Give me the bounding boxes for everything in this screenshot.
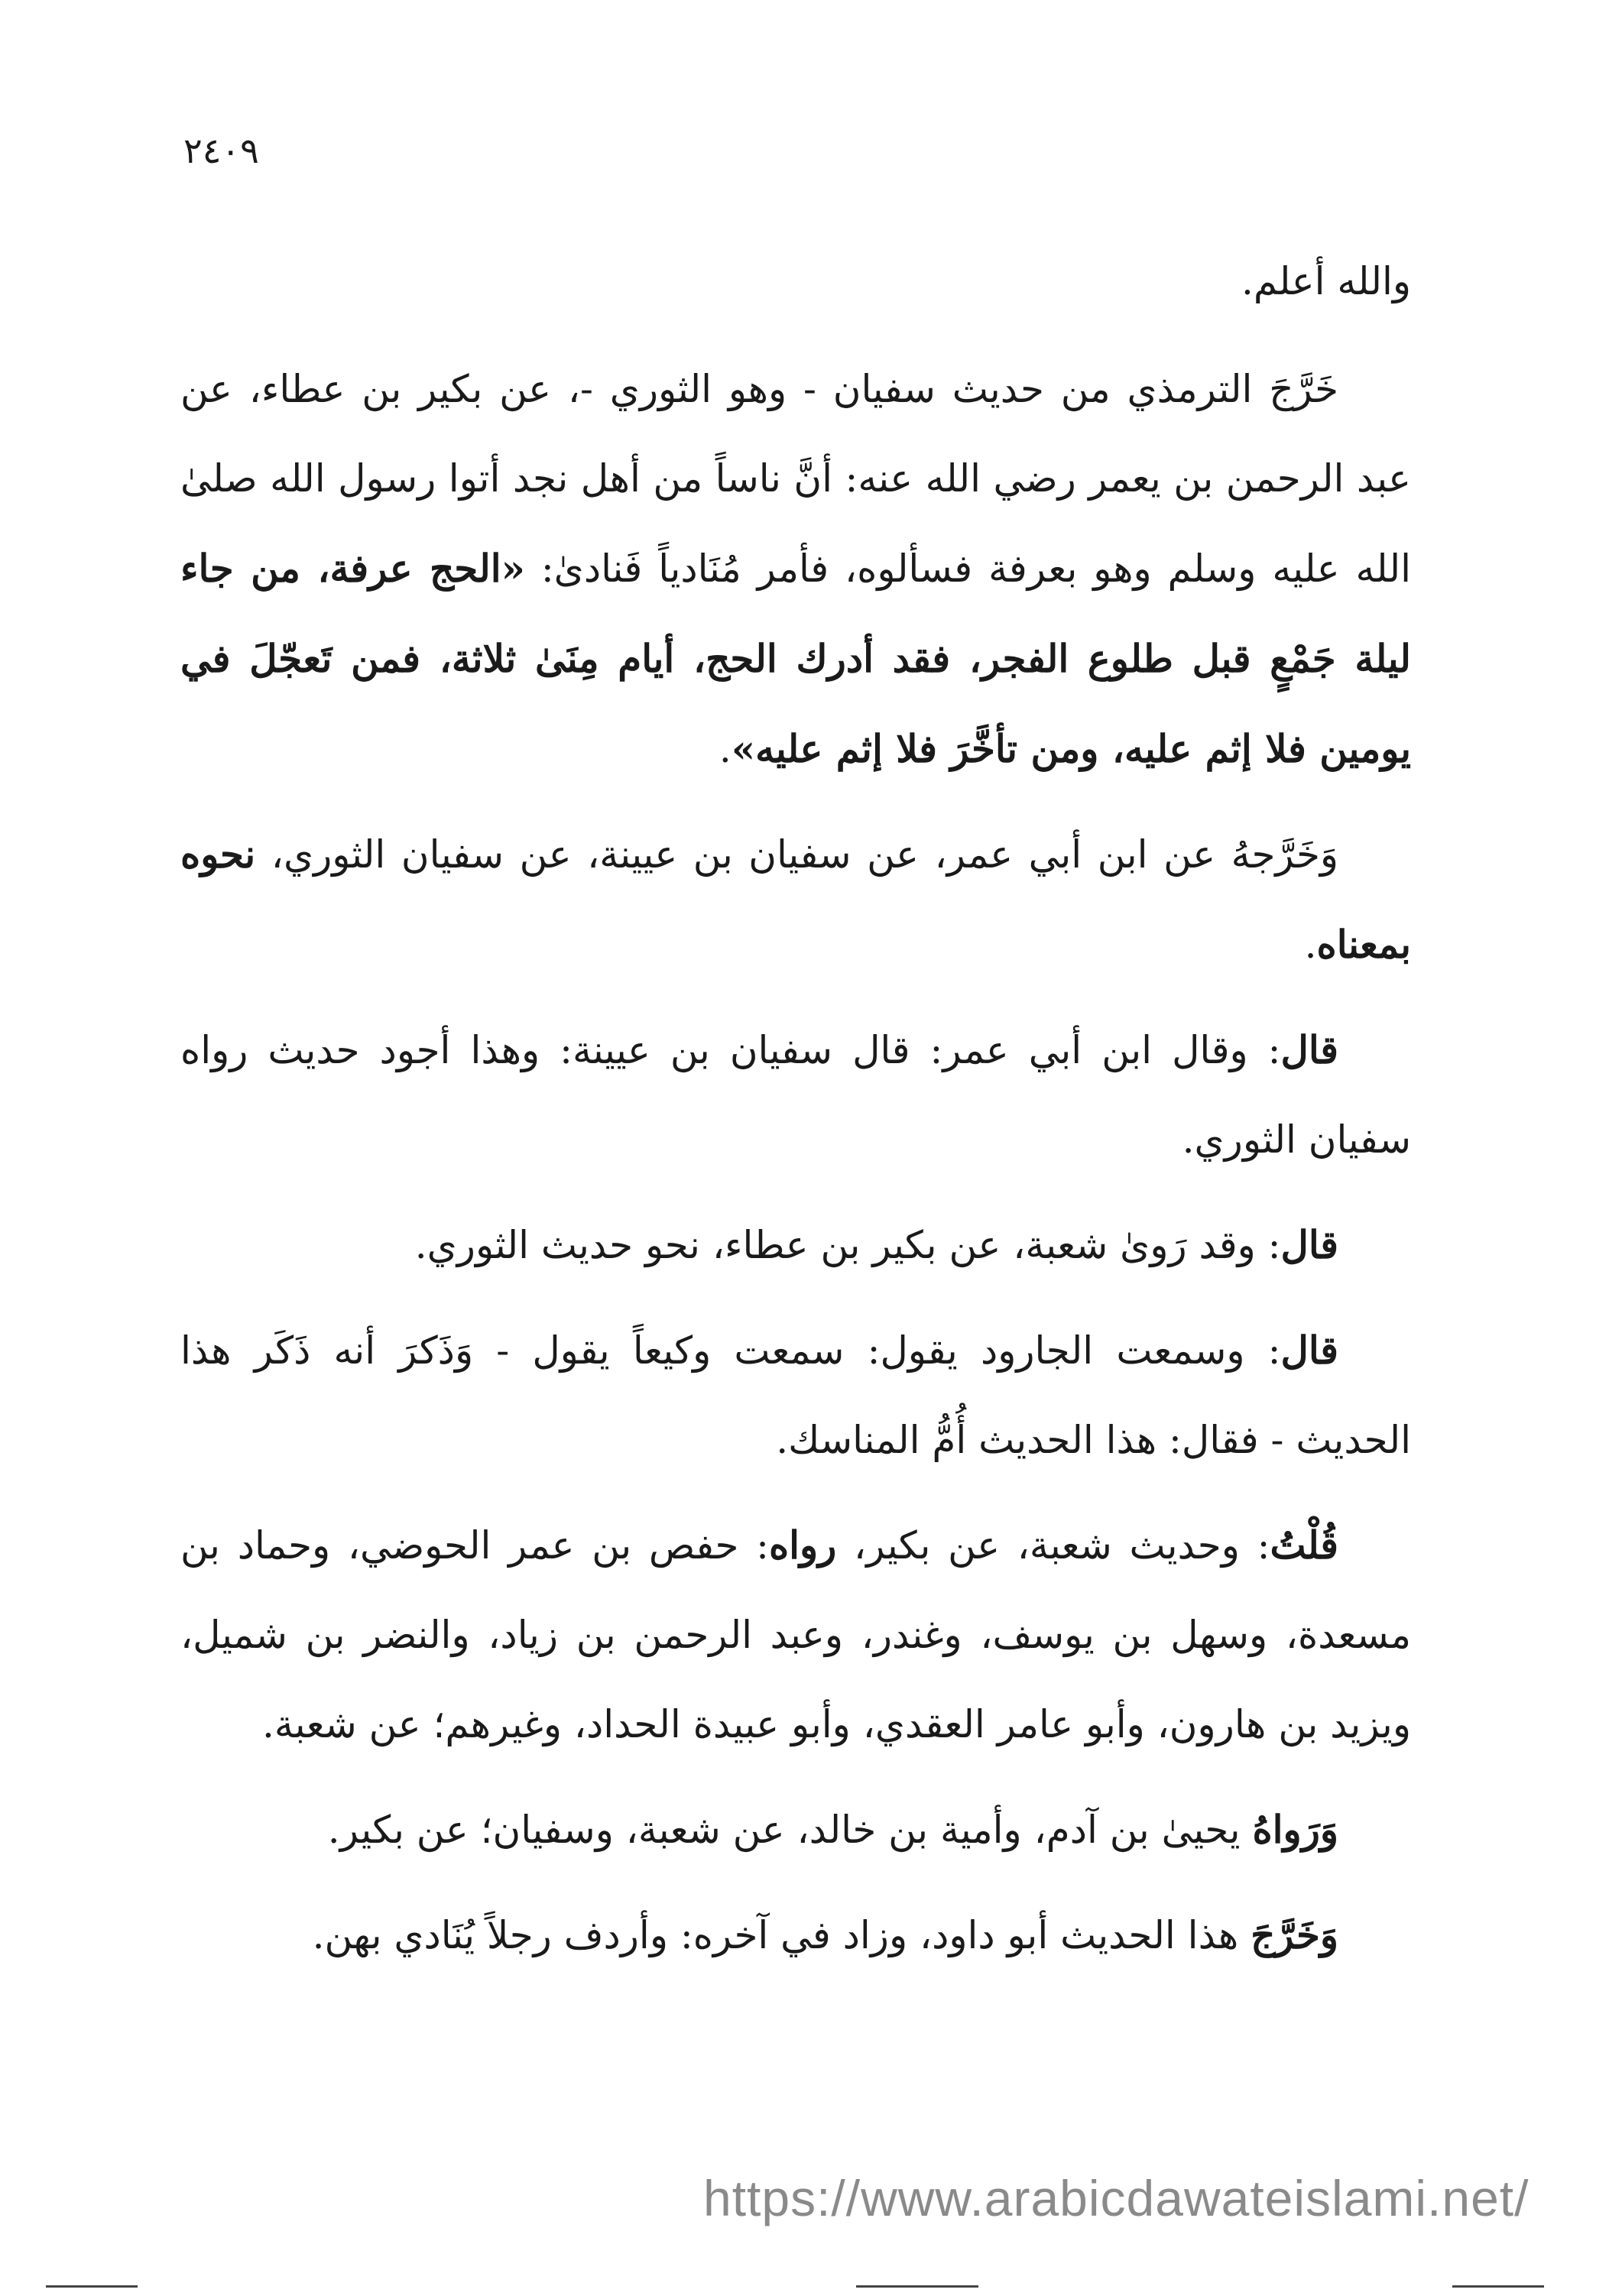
paragraph-tirmidhi xyxy=(180,345,1411,794)
bold-keyword: قال xyxy=(1280,1027,1338,1072)
closing-text: والله أعلم. xyxy=(1241,259,1411,303)
bold-keyword: رواه xyxy=(768,1523,837,1568)
main-text xyxy=(180,237,1411,1996)
text-run: : وسمعت الجارود يقول: سمعت وكيعاً يقول - وَذَكرَ أنه ذَكَر هذا الحديث - فقال: هذا الحديث أُمُّ المناسك. xyxy=(180,1328,1411,1462)
paragraph-qala-3 xyxy=(180,1305,1411,1485)
bold-keyword: وَرَواهُ xyxy=(1252,1807,1338,1852)
text-run: : وحديث شعبة، عن بكير، xyxy=(836,1523,1270,1568)
paragraph-qala-2 xyxy=(180,1200,1411,1290)
hadith-quote: «الحج عرفة، من جاء ليلة جَمْعٍ قبل طلوع الفجر، فقد أدرك الحج، أيام مِنَىٰ ثلاثة، فمن تَعجّلَ في يومين فلا إثم عليه، ومن تأخَّرَ فلا إثم عليه» xyxy=(180,546,1411,771)
text-run: : وقد رَوىٰ شعبة، عن بكير بن عطاء، نحو حديث الثوري. xyxy=(414,1223,1281,1267)
text-run: . xyxy=(719,727,732,771)
bold-keyword: قال xyxy=(1280,1222,1338,1267)
text-run: يحيىٰ بن آدم، وأمية بن خالد، عن شعبة، وسفيان؛ عن بكير. xyxy=(327,1808,1253,1852)
page-number: ٢٤٠٩ xyxy=(183,130,259,171)
footer-scan-mark xyxy=(46,2285,138,2288)
paragraph-closing xyxy=(180,237,1411,326)
website-watermark: https://www.arabicdawateislami.net/ xyxy=(703,2170,1530,2226)
bold-phrase: نحوه بمعناه xyxy=(180,832,1411,967)
paragraph-qultu xyxy=(180,1500,1411,1769)
text-run: خَرَّجَ الترمذي من حديث سفيان - وهو الثوري -، عن بكير بن عطاء، عن عبد الرحمن بن يعمر رضي الله عنه: أنَّ ناساً من أهل نجد أتوا رسول الله صلىٰ الله عليه وسلم وهو بعرفة فسألوه، فأمر مُنَادياً فَنادىٰ: xyxy=(180,367,1411,591)
paragraph-ibn-abi-umar xyxy=(180,809,1411,990)
text-run: : حفص بن عمر الحوضي، وحماد بن مسعدة، وسهل بن يوسف، وغندر، وعبد الرحمن بن زياد، والنضر بن شميل، ويزيد بن هارون، وأبو عامر العقدي، وأبو عبيدة الحداد، وغيرهم؛ عن شعبة. xyxy=(180,1523,1411,1746)
bold-keyword: قُلْتُ xyxy=(1270,1523,1338,1568)
bold-keyword: وَخَرَّجَ xyxy=(1251,1912,1338,1957)
footer-scan-mark xyxy=(856,2285,978,2288)
paragraph-qala-1 xyxy=(180,1005,1411,1185)
paragraph-rawahu xyxy=(180,1785,1411,1875)
bold-keyword: قال xyxy=(1280,1328,1338,1373)
text-run: هذا الحديث أبو داود، وزاد في آخره: وأردف رجلاً يُنَادي بهن. xyxy=(312,1913,1251,1957)
text-run: . xyxy=(1304,923,1317,967)
paragraph-abu-dawud xyxy=(180,1890,1411,1980)
text-run: وَخَرَّجهُ عن ابن أبي عمر، عن سفيان بن عيينة، عن سفيان الثوري، xyxy=(255,832,1338,877)
text-run: : وقال ابن أبي عمر: قال سفيان بن عيينة: وهذا أجود حديث رواه سفيان الثوري. xyxy=(180,1028,1411,1162)
footer-scan-mark xyxy=(1452,2285,1544,2288)
